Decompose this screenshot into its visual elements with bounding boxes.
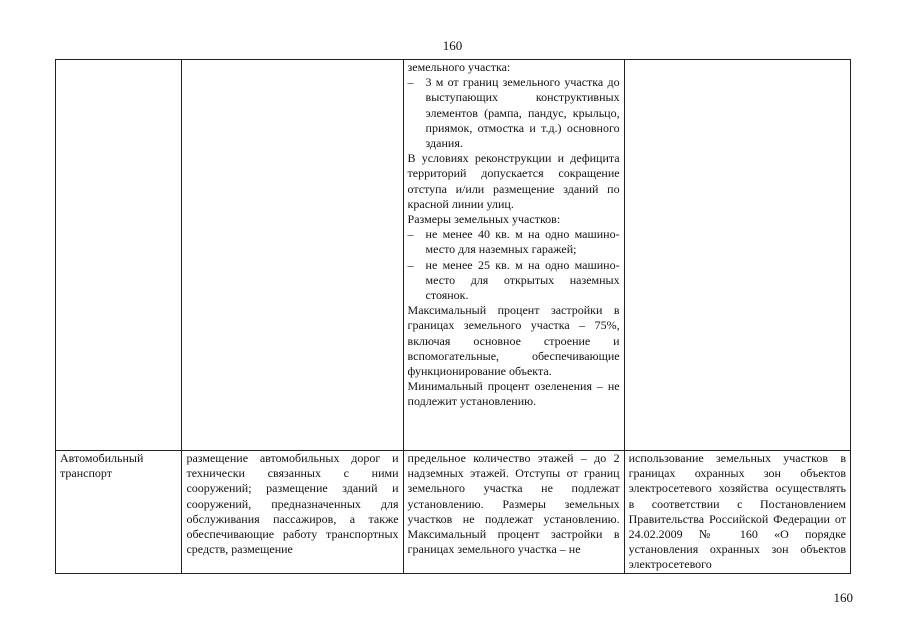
page-number-bottom: 160 — [833, 590, 853, 605]
row2-col4-cell: использование земельных участков в границах охранных зон объектов электросетевого хозяйства осуществлять в соответствии с Постановлением Правительства Российской Федерации от 24.02.2009 № 160 «О порядке установления охранных зон объектов электросетевого — [624, 451, 850, 574]
list-item-text: не менее 25 кв. м на одно машино-место для открытых наземных стоянок. — [425, 257, 620, 303]
list-item — [408, 258, 620, 304]
paragraph: Максимальный процент застройки в границах земельного участка – 75%, включая основное строение и вспомогательные, обеспечивающие функционирование объекта. — [407, 303, 620, 379]
table-row — [56, 451, 851, 574]
list-item-text: не менее 40 кв. м на одно машино-место для наземных гаражей; — [425, 227, 620, 257]
dash-bullet: – — [407, 227, 414, 242]
row1-col3-cell — [403, 60, 624, 451]
row1-col1-cell — [56, 60, 182, 451]
dash-bullet: – — [407, 75, 414, 90]
paragraph: В условиях реконструкции и дефицита территорий допускается сокращение отступа и/или размещение зданий по красной линии улиц. — [407, 151, 620, 211]
list-item — [408, 75, 620, 151]
table-row — [56, 60, 851, 451]
row1-col4-cell — [624, 60, 850, 451]
page-number-top: 160 — [442, 38, 463, 53]
row2-col1-cell: Автомобильный транспорт — [56, 451, 182, 574]
lead-text: земельного участка: — [407, 60, 511, 74]
paragraph: Минимальный процент озеленения – не подлежит установлению. — [407, 379, 620, 409]
row2-col2-cell: размещение автомобильных дорог и технически связанных с ними сооружений; размещение зданий и сооружений, предназначенных для обслуживания пассажиров, а также обеспечивающие работу транспортных средств, размещение — [182, 451, 403, 574]
dash-bullet: – — [407, 257, 414, 272]
list-item — [408, 227, 620, 257]
row2-col3-cell: предельное количество этажей – до 2 надземных этажей. Отступы от границ земельного участка не подлежат установлению. Размеры земельных участков не подлежат установлению. Максимальный процент застройки в границах земельного участка – не — [403, 451, 624, 574]
list-item-text: 3 м от границ земельного участка до выступающих конструктивных элементов (рампа, пандус, крыльцо, приямок, отмостка и т.д.) основного здания. — [425, 75, 620, 151]
regulation-table — [55, 59, 851, 574]
row1-col2-cell — [182, 60, 403, 451]
paragraph: Размеры земельных участков: — [407, 212, 561, 227]
